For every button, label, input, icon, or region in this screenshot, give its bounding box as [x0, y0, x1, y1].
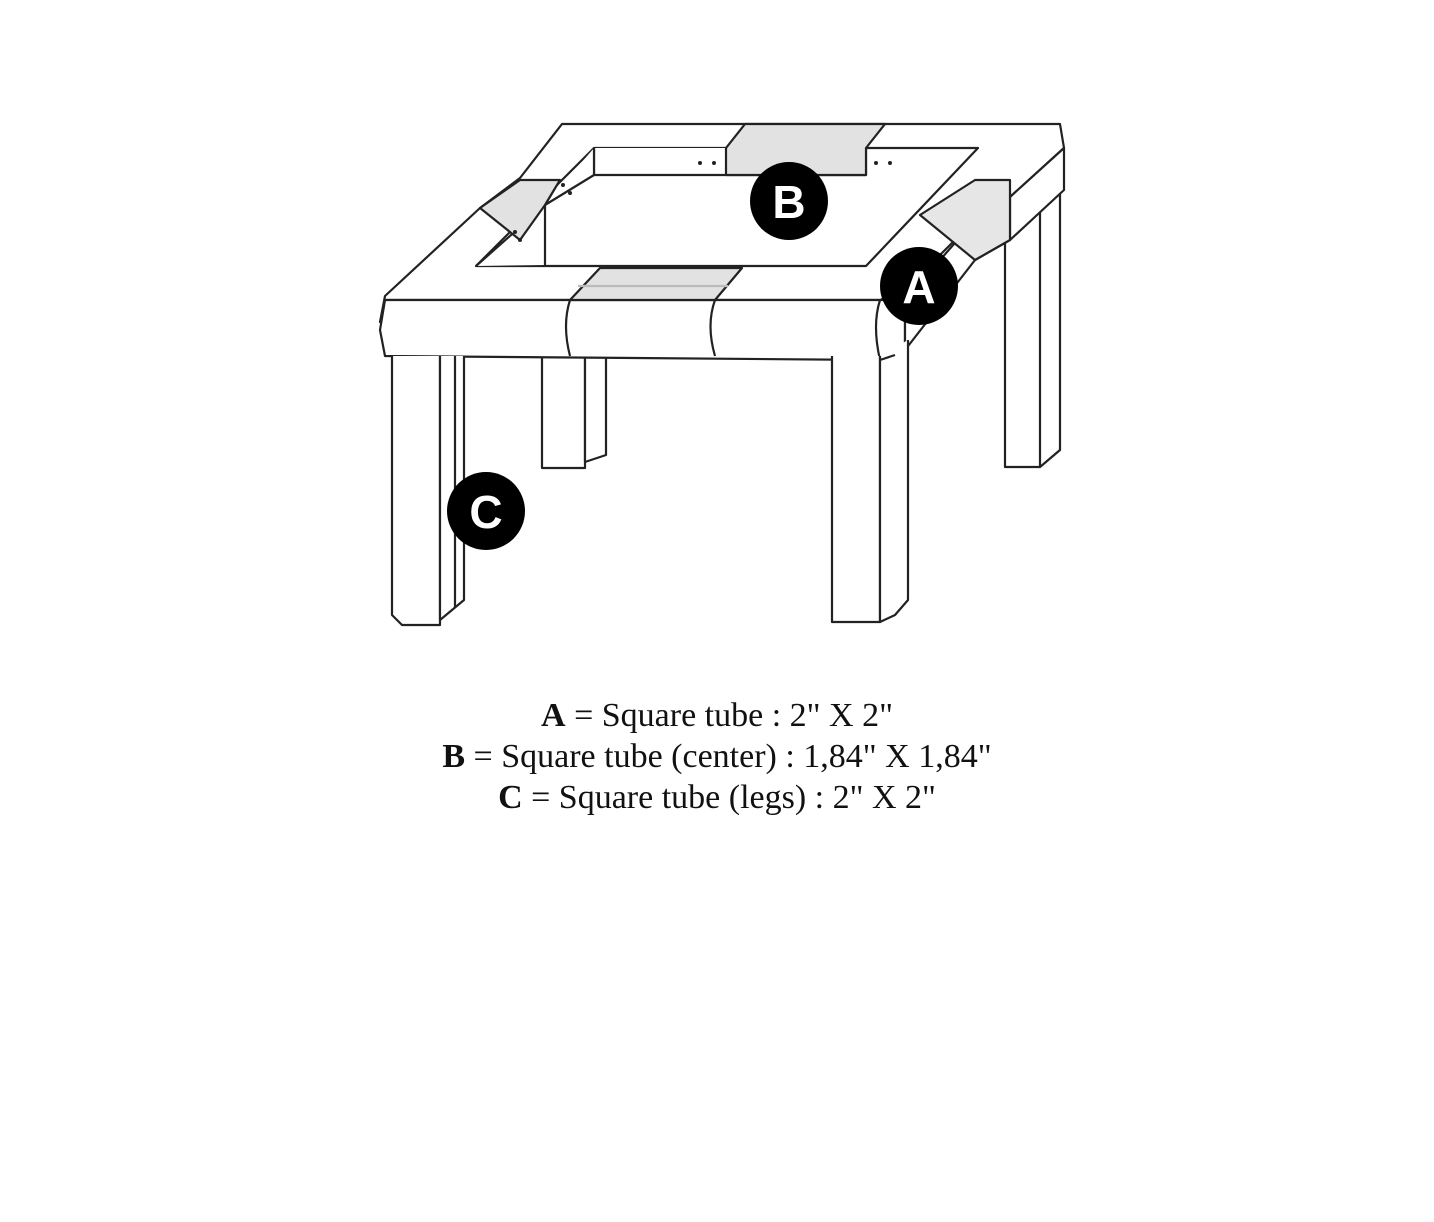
marker-c-label: C [469, 486, 503, 538]
legend-line-b [0, 736, 1434, 777]
legend-key-b: B [442, 738, 466, 775]
marker-a [880, 247, 958, 325]
legend-text-b: = Square tube (center) : 1,84" X 1,84" [465, 738, 992, 775]
marker-c [447, 472, 525, 550]
front-right-leg [832, 340, 908, 622]
legend-line-c [0, 777, 1434, 818]
marker-b [750, 162, 828, 240]
marker-b-label: B [772, 176, 806, 228]
legend-text-c: = Square tube (legs) : 2" X 2" [522, 779, 936, 816]
legend-line-a [0, 695, 1434, 736]
legend-key-a: A [541, 697, 566, 734]
legend [0, 695, 1434, 818]
legend-key-c: C [498, 779, 523, 816]
marker-a-label: A [902, 261, 936, 313]
top-frame [380, 124, 1064, 360]
legend-text-a: = Square tube : 2" X 2" [565, 697, 893, 734]
